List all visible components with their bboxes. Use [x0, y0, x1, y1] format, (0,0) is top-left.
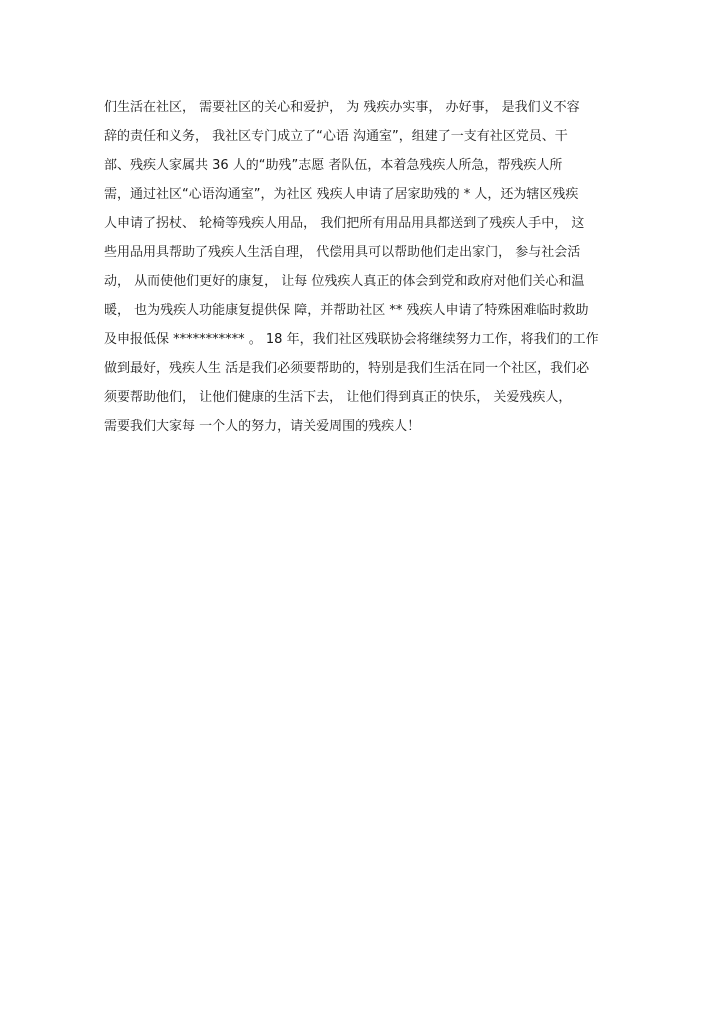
text-line: 需，通过社区“心语沟通室”，为社区 残疾人申请了居家助残的 * 人，还为辖区残疾: [104, 187, 579, 202]
text-line: 些用品用具帮助了残疾人生活自理， 代偿用具可以帮助他们走出家门， 参与社会活: [104, 245, 581, 260]
text-line: 部、残疾人家属共 36 人的“助残”志愿 者队伍，本着急残疾人所急，帮残疾人所: [104, 158, 563, 173]
body-paragraph: [104, 93, 624, 441]
text-line: 需要我们大家每 一个人的努力，请关爱周围的残疾人！: [104, 419, 421, 434]
text-line: 动， 从而使他们更好的康复， 让每 位残疾人真正的体会到党和政府对他们关心和温: [104, 274, 585, 289]
text-line: 人申请了拐杖、 轮椅等残疾人用品， 我们把所有用品用具都送到了残疾人手中， 这: [104, 216, 585, 231]
text-line: 们生活在社区， 需要社区的关心和爱护， 为 残疾办实事， 办好事， 是我们义不容: [104, 100, 580, 115]
text-line: 做到最好，残疾人生 活是我们必须要帮助的，特别是我们生活在同一个社区，我们必: [104, 361, 590, 376]
text-line: 及申报低保 *********** 。 18 年，我们社区残联协会将继续努力工作，将我们的工作: [104, 332, 599, 347]
text-line: 暖， 也为残疾人功能康复提供保 障，并帮助社区 ** 残疾人申请了特殊困难临时救助: [104, 303, 589, 318]
text-line: 须要帮助他们， 让他们健康的生活下去， 让他们得到真正的快乐， 关爱残疾人，: [104, 390, 572, 405]
text-line: 辞的责任和义务， 我社区专门成立了“心语 沟通室”，组建了一支有社区党员、干: [104, 129, 568, 144]
